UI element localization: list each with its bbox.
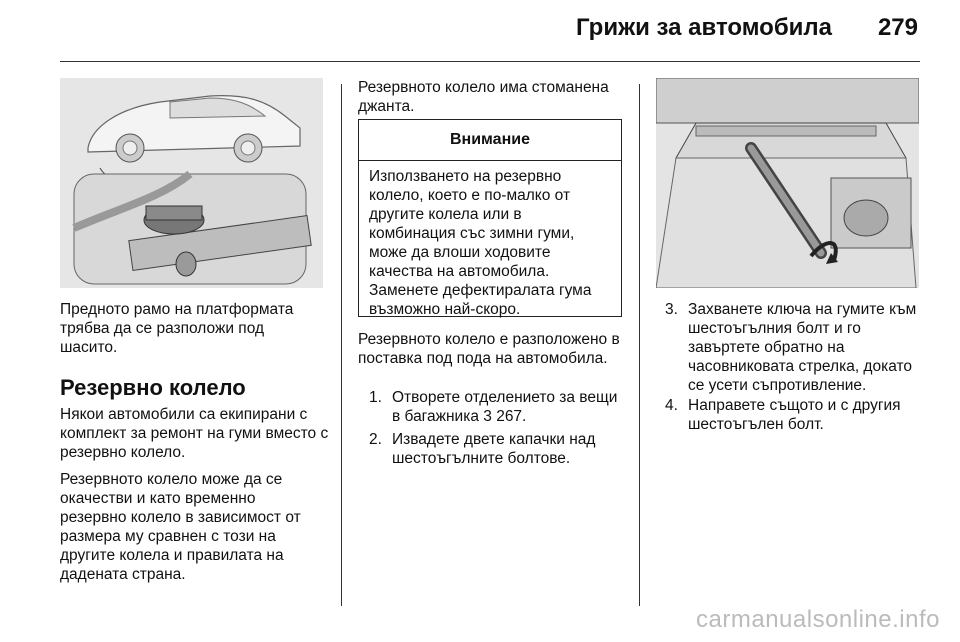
intro-text: Резервното колело има стоманена джанта. <box>358 79 609 115</box>
warning-body: Използването на резервно колело, което е по-малко от другите колела или в комбинация със зимни гуми, може да влоши ходовите качества на автомобила. Заменете дефектиралата гума възможно най-скоро. <box>369 168 592 318</box>
step-number: 3. <box>665 301 678 318</box>
list-item <box>665 396 923 436</box>
step-text: Направете същото и с другия шестоъгълен болт. <box>688 397 901 433</box>
paragraph-1: Някои автомобили са екипирани с комплект за ремонт на гуми вместо с резервно колело. <box>60 406 329 461</box>
list-item <box>369 430 624 470</box>
paragraph-2: Резервното колело може да се окачестви и като временно резервно колело в зависимост от размера му сравнен с този на другите колела и правилата на дадената страна. <box>60 471 301 583</box>
column-divider-2 <box>639 84 640 606</box>
step-number: 1. <box>369 389 382 406</box>
step-text: Захванете ключа на гумите към шестоъгълния болт и го завъртете обратно на часовниковата стрелка, докато се усети съпротивление. <box>688 301 917 394</box>
page-number: 279 <box>877 14 918 41</box>
warning-box <box>358 119 622 317</box>
car-jack-illustration <box>60 78 323 288</box>
step-number: 2. <box>369 431 382 448</box>
list-item <box>665 300 923 400</box>
column-divider-1 <box>341 84 342 606</box>
list-item <box>369 388 624 428</box>
page-title: Грижи за автомобила <box>575 14 832 41</box>
paragraph-location: Резервното колело е разположено в поставка под пода на автомобила. <box>358 331 620 367</box>
step-text: Извадете двете капачки над шестоъгълните болтове. <box>392 431 596 467</box>
trunk-wrench-illustration <box>656 78 919 288</box>
warning-title: Внимание <box>359 120 621 161</box>
figure-caption: Предното рамо на платформата трябва да се разположи под шасито. <box>60 301 294 356</box>
step-text: Отворете отделението за вещи в багажника 3 267. <box>392 389 618 425</box>
watermark: carmanualsonline.info <box>696 606 940 633</box>
section-heading: Резервно колело <box>60 375 246 400</box>
header-rule <box>60 61 920 62</box>
step-number: 4. <box>665 397 678 414</box>
page-reference[interactable]: 3 267. <box>483 408 527 425</box>
